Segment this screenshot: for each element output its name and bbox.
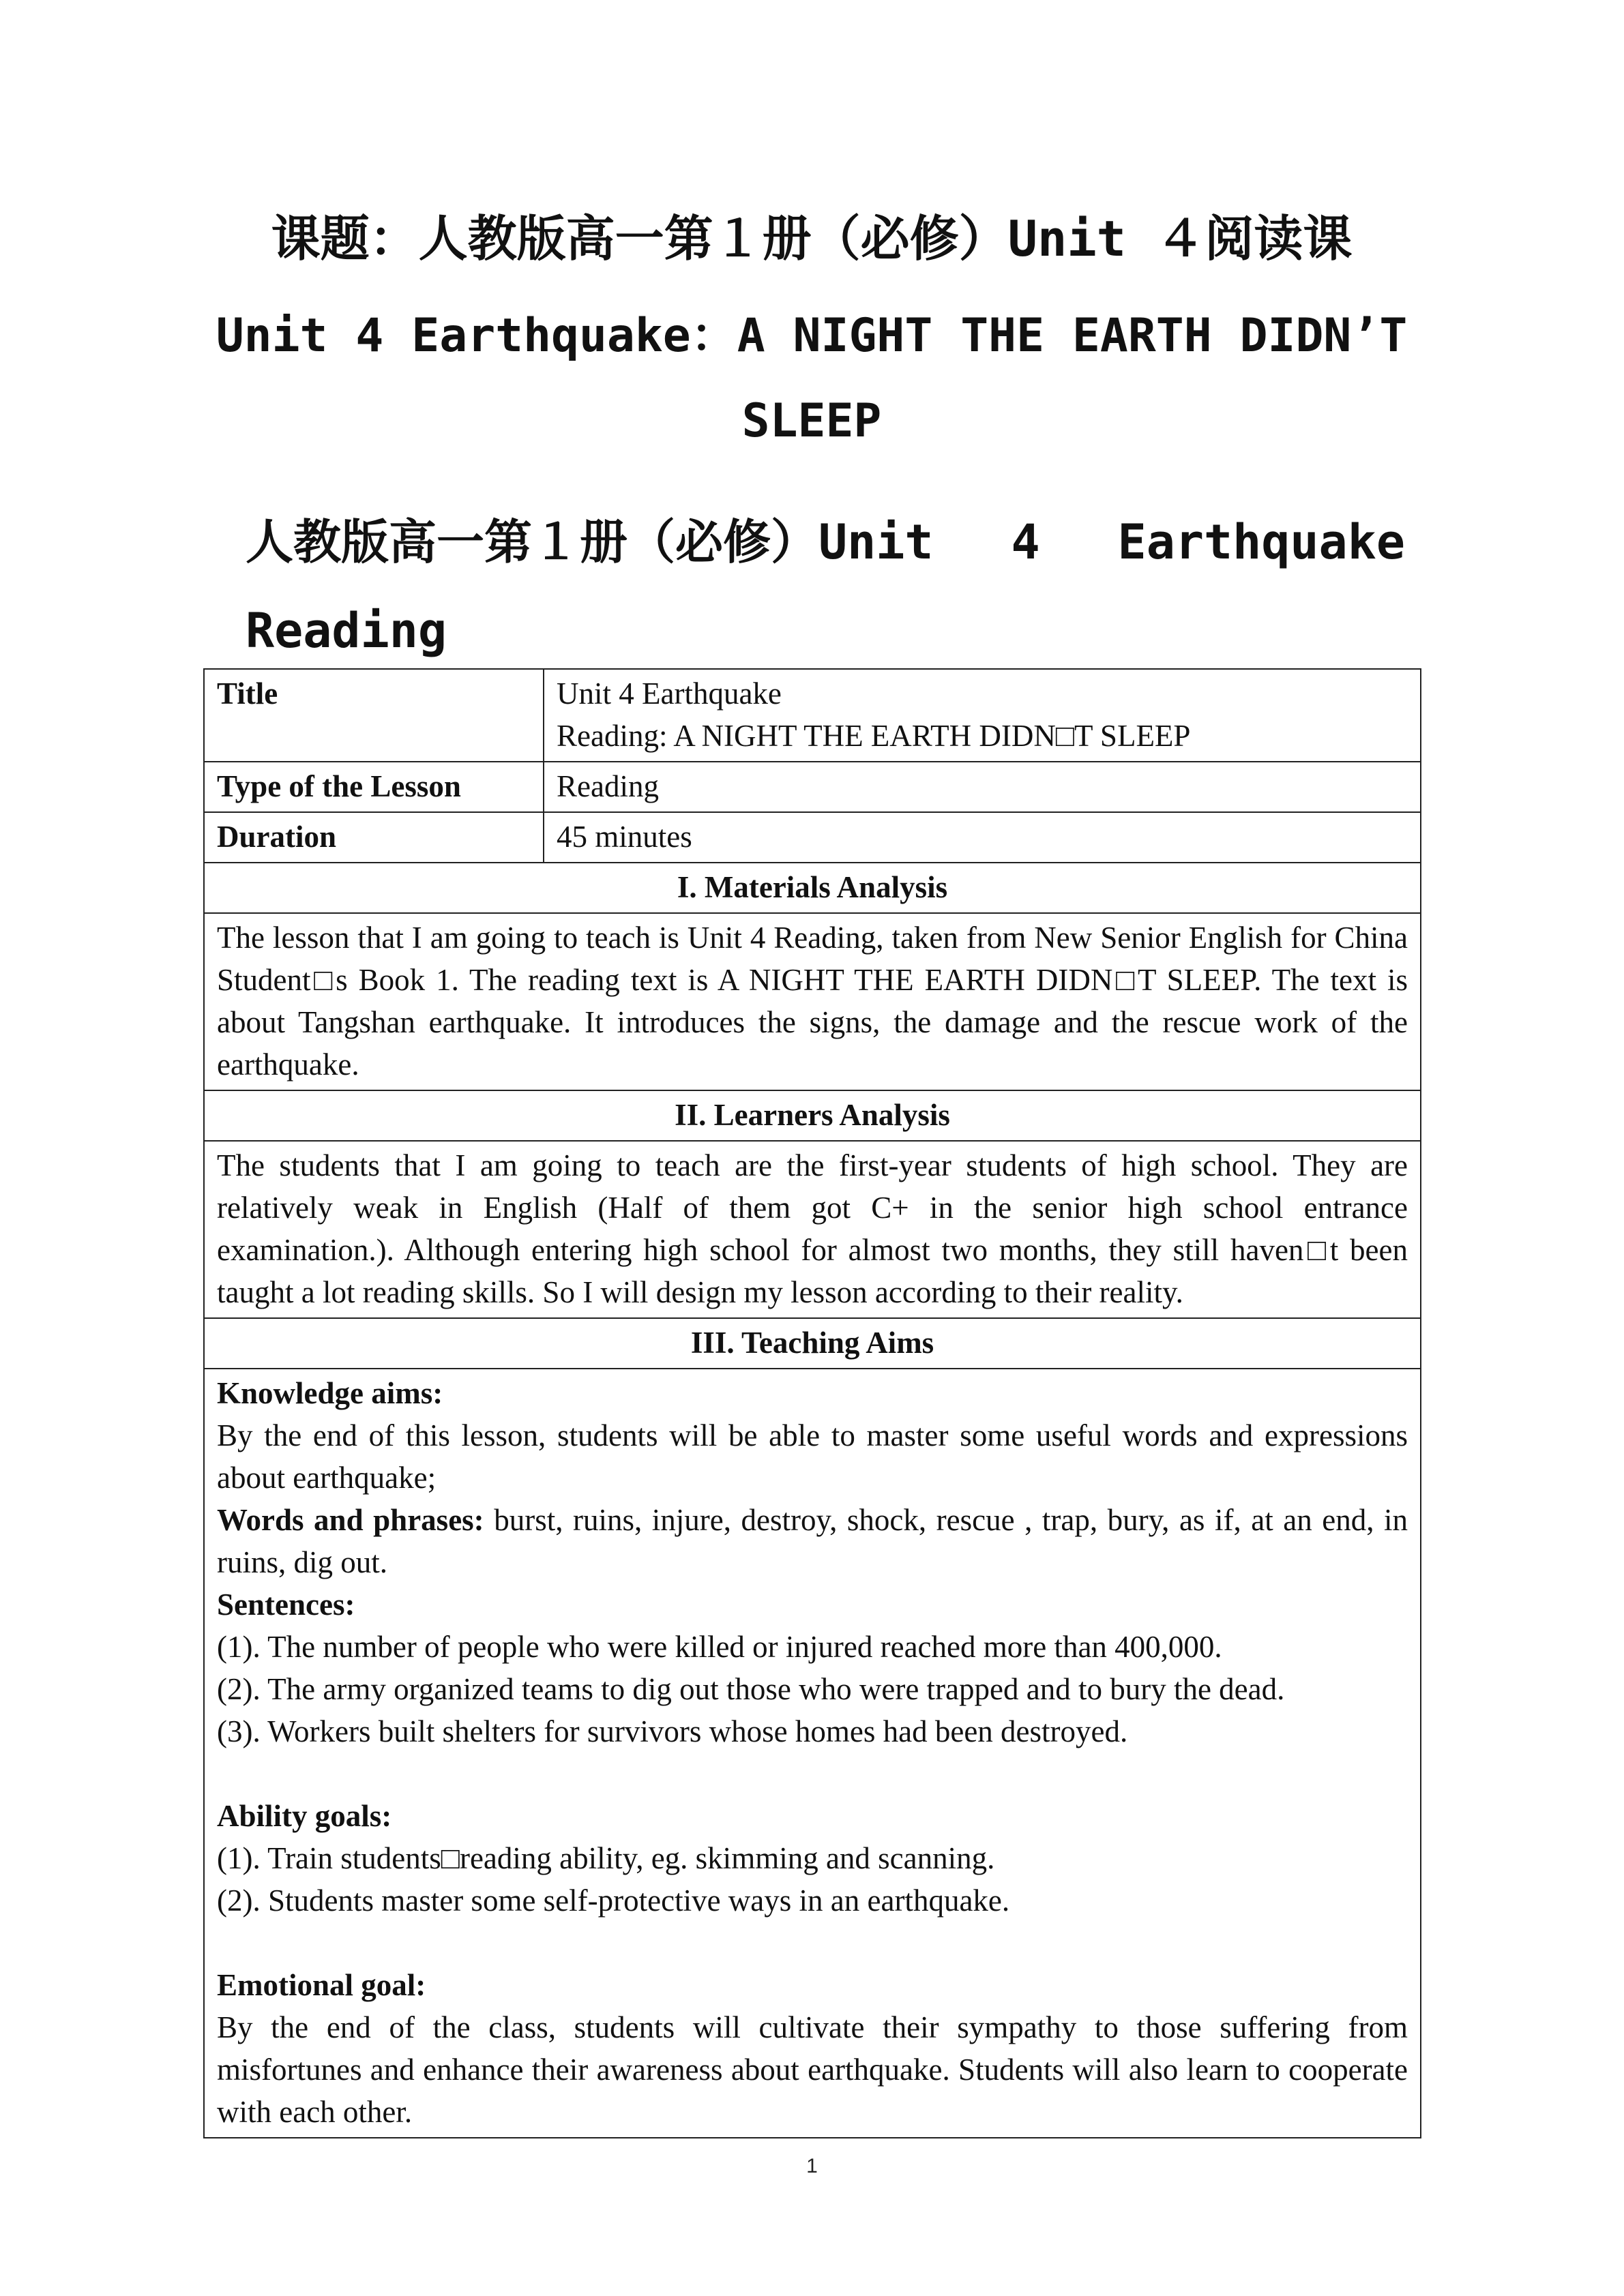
table-row <box>204 762 1421 812</box>
table-row <box>204 812 1421 863</box>
title-value <box>544 669 1421 762</box>
section-heading <box>246 505 1405 580</box>
table-row <box>204 1318 1421 1369</box>
duration-label: Duration <box>204 812 544 863</box>
table-row <box>204 863 1421 913</box>
sentence-item: (1). The number of people who were killed or injured reached more than 400,000. <box>217 1630 1222 1664</box>
learners-analysis-heading: II. Learners Analysis <box>204 1090 1421 1141</box>
sentence-item: (2). The army organized teams to dig out those who were trapped and to bury the dead. <box>217 1672 1285 1706</box>
words-phrases-label: Words and phrases: <box>217 1503 484 1537</box>
document-title: 课题：人教版高一第１册（必修）Unit ４阅读课 <box>271 210 1353 267</box>
table-row <box>204 1369 1421 2138</box>
section-heading-part: 人教版高一第１册（必修）Unit <box>246 514 934 570</box>
type-label: Type of the Lesson <box>204 762 544 812</box>
ability-item: (1). Train students□reading ability, eg. skimming and scanning. <box>217 1841 995 1875</box>
table-row <box>204 669 1421 762</box>
title-value-line: Unit 4 Earthquake <box>557 676 782 711</box>
emotional-goal-text: By the end of the class, students will cultivate their sympathy to those suffering from misfortunes and enhance their awareness about earthquake. Students will also learn to cooperate with each other. <box>217 2010 1408 2129</box>
title-label: Title <box>204 669 544 762</box>
materials-analysis-text: The lesson that I am going to teach is Unit 4 Reading, taken from New Senior English for China Student□s Book 1. The reading text is A NIGHT THE EARTH DIDN□T SLEEP. The text is about Tangshan earthquake. It introduces the signs, the damage and the rescue work of the earthquake. <box>204 913 1421 1090</box>
teaching-aims-content <box>204 1369 1421 2138</box>
page-number: 1 <box>806 2155 818 2177</box>
table-row <box>204 1141 1421 1318</box>
section-heading-part: 4 <box>1011 514 1040 570</box>
document-subtitle: Unit 4 Earthquake：A NIGHT THE EARTH DIDN’T SLEEP <box>216 309 1408 448</box>
ability-item: (2). Students master some self-protective ways in an earthquake. <box>217 1883 1010 1918</box>
table-row <box>204 1090 1421 1141</box>
section-heading-part: Earthquake <box>1117 514 1405 570</box>
emotional-goal-label: Emotional goal: <box>217 1968 426 2002</box>
teaching-aims-heading: III. Teaching Aims <box>204 1318 1421 1369</box>
ability-goals-label: Ability goals: <box>217 1799 392 1833</box>
sentence-item: (3). Workers built shelters for survivors whose homes had been destroyed. <box>217 1714 1128 1748</box>
table-row <box>204 913 1421 1090</box>
words-phrases <box>217 1499 1408 1583</box>
spacer <box>217 1753 1408 1795</box>
sentences-label: Sentences: <box>217 1587 355 1622</box>
section-heading-continued: Reading <box>246 603 447 659</box>
knowledge-aims-label: Knowledge aims: <box>217 1376 443 1410</box>
learners-analysis-text: The students that I am going to teach are the first-year students of high school. They are relatively weak in English (Half of them got C+ in the senior high school entrance examination.). Although entering high school for almost two months, they still haven□t been taught a lot reading skills. So I will design my lesson according to their reality. <box>204 1141 1421 1318</box>
words-phrases-text: burst, ruins, injure, destroy, shock, rescue , trap, bury, as if, at an end, in ruins, dig out. <box>217 1503 1408 1579</box>
knowledge-aims-text: By the end of this lesson, students will be able to master some useful words and expressions about earthquake; <box>217 1418 1408 1495</box>
title-value-line: Reading: A NIGHT THE EARTH DIDN□T SLEEP <box>557 719 1191 753</box>
spacer <box>217 1922 1408 1964</box>
lesson-plan-table <box>203 668 1421 2138</box>
duration-value: 45 minutes <box>544 812 1421 863</box>
materials-analysis-heading: I. Materials Analysis <box>204 863 1421 913</box>
type-value: Reading <box>544 762 1421 812</box>
